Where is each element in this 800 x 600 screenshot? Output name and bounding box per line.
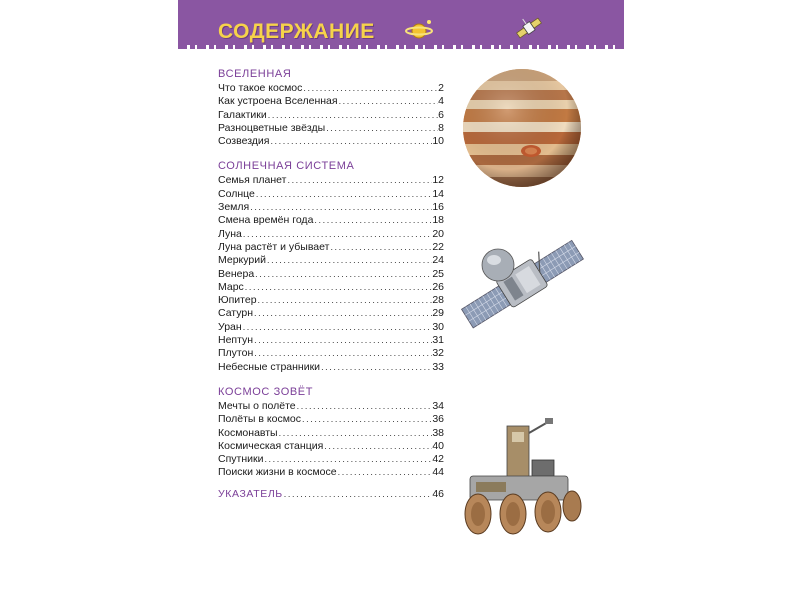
- toc-entry[interactable]: Луна ..... 20: [218, 228, 444, 241]
- toc-entry[interactable]: Как устроена Вселенная ..... 4: [218, 95, 444, 108]
- toc-entry[interactable]: Солнце ..... 14: [218, 188, 444, 201]
- book-page: [178, 0, 624, 600]
- page-title: СОДЕРЖАНИЕ: [218, 20, 375, 43]
- toc-entry[interactable]: Галактики ..... 6: [218, 109, 444, 122]
- toc-entry[interactable]: Уран ..... 30: [218, 321, 444, 334]
- toc-entry[interactable]: Плутон ..... 32: [218, 347, 444, 360]
- section-heading: ВСЕЛЕННАЯ: [218, 68, 292, 80]
- toc-entry[interactable]: Нептун ..... 31: [218, 334, 444, 347]
- toc-entry[interactable]: Сатурн ..... 29: [218, 307, 444, 320]
- toc-entry[interactable]: Смена времён года ..... 18: [218, 214, 444, 227]
- toc-entry[interactable]: Спутники ..... 42: [218, 453, 444, 466]
- toc-entry[interactable]: Космонавты ..... 38: [218, 427, 444, 440]
- toc-entry[interactable]: Меркурий ..... 24: [218, 254, 444, 267]
- section-heading: КОСМОС ЗОВЁТ: [218, 385, 314, 398]
- toc-entry[interactable]: Венера ..... 25: [218, 268, 444, 281]
- toc-entry[interactable]: Луна растёт и убывает ..... 22: [218, 241, 444, 254]
- toc-entry-index[interactable]: УКАЗАТЕЛЬ ..... 46: [218, 488, 444, 501]
- toc-entry[interactable]: Юпитер ..... 28: [218, 294, 444, 307]
- lunar-rover-illustration: [462, 418, 584, 540]
- jupiter-illustration: [461, 67, 583, 189]
- toc-entry[interactable]: Космическая станция ..... 40: [218, 440, 444, 453]
- toc-entry[interactable]: Небесные странники ..... 33: [218, 361, 444, 374]
- toc-entry[interactable]: Поиски жизни в космосе ..... 44: [218, 466, 444, 479]
- toc-entry[interactable]: Марс ..... 26: [218, 281, 444, 294]
- space-probe-illustration: [458, 225, 588, 345]
- toc-entry[interactable]: Мечты о полёте ..... 34: [218, 400, 444, 413]
- satellite-icon: [514, 14, 544, 42]
- toc-entry[interactable]: Что такое космос ..... 2: [218, 82, 444, 95]
- header-bar: [178, 0, 624, 47]
- toc-entry[interactable]: Созвездия ..... 10: [218, 135, 444, 148]
- toc-entry[interactable]: Земля ..... 16: [218, 201, 444, 214]
- table-of-contents: [218, 64, 444, 501]
- toc-entry[interactable]: Полёты в космос ..... 36: [218, 413, 444, 426]
- section-heading: СОЛНЕЧНАЯ СИСТЕМА: [218, 160, 355, 173]
- toc-entry[interactable]: Разноцветные звёзды ..... 8: [218, 122, 444, 135]
- planet-icon: [404, 18, 434, 42]
- toc-entry[interactable]: Семья планет ..... 12: [218, 174, 444, 187]
